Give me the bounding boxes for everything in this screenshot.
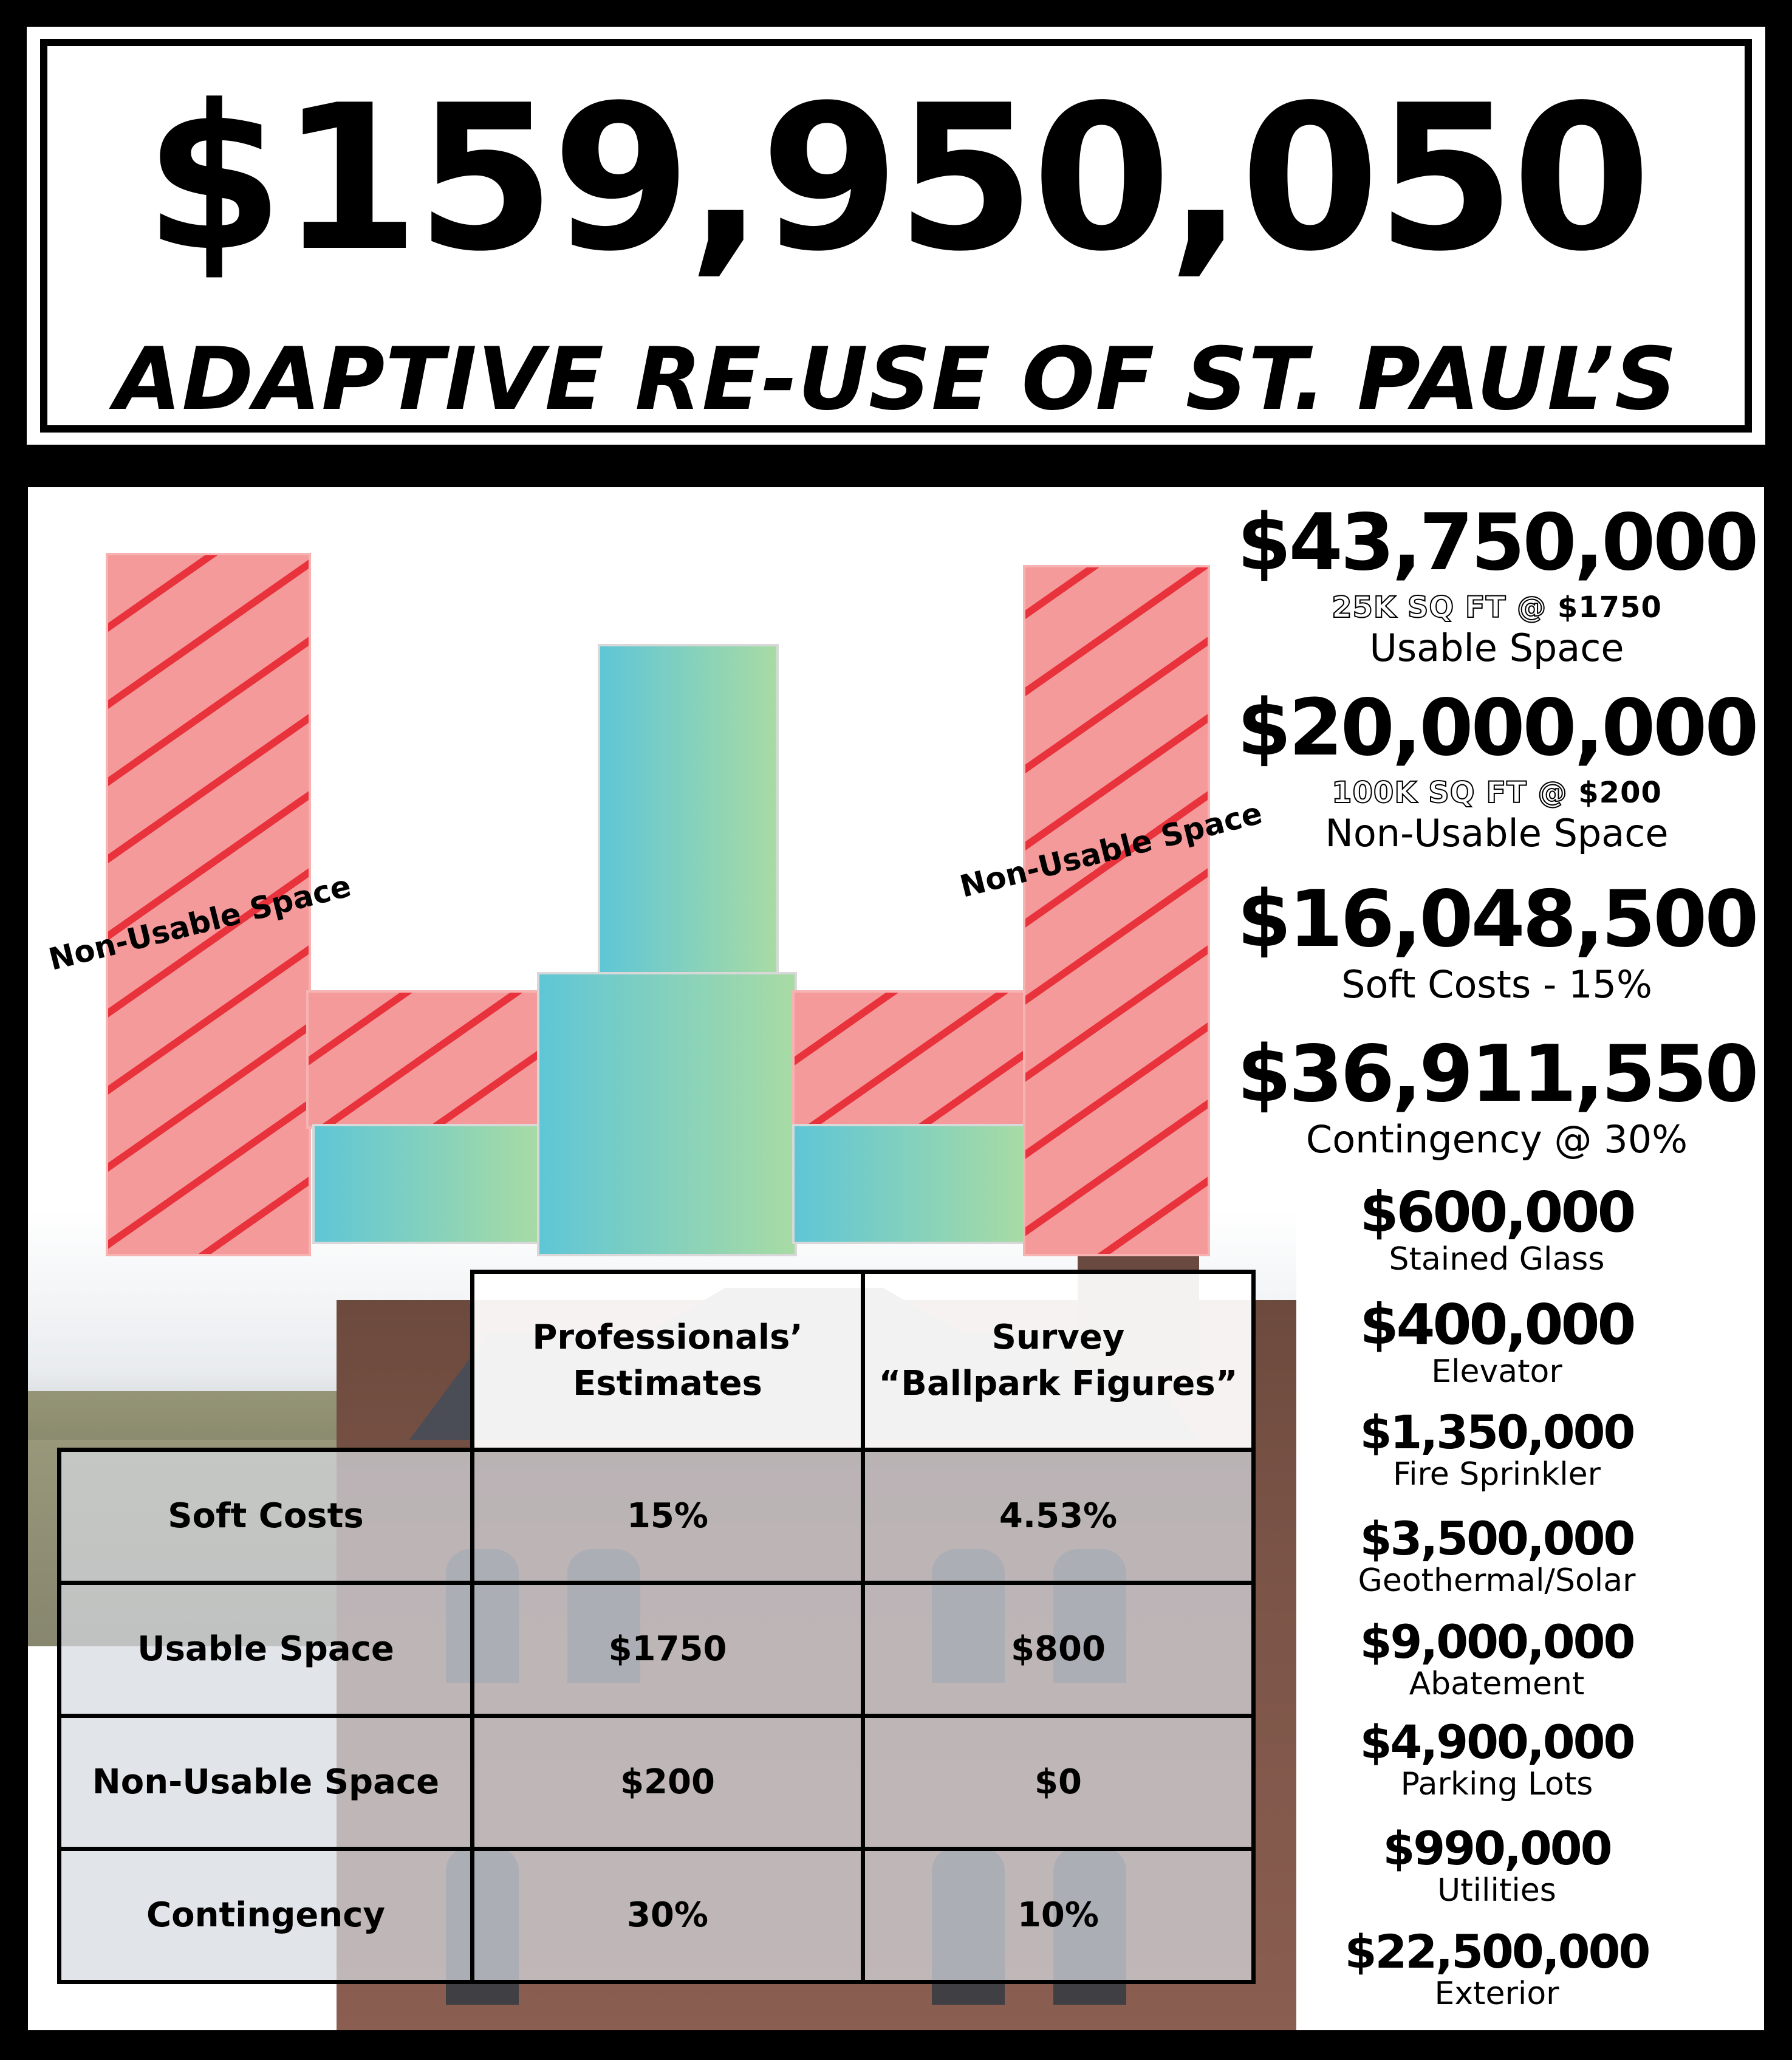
soft-costs-amount: $16,048,500	[1237, 874, 1757, 965]
non-usable-space-detail	[1223, 776, 1770, 810]
figure-abatement	[1223, 1615, 1770, 1702]
soft-costs-label: Soft Costs - 15%	[1341, 962, 1652, 1007]
parking-lots-amount: $4,900,000	[1359, 1715, 1634, 1769]
non-usable-space-sqft: 100K SQ FT @	[1332, 776, 1579, 810]
cell-non-usable-space-survey: $0	[861, 1714, 1256, 1851]
row-label-contingency: Contingency	[57, 1847, 474, 1984]
row-label-non-usable-space: Non-Usable Space	[57, 1714, 474, 1851]
total-cost: $159,950,050	[144, 62, 1648, 295]
contingency-label: Contingency @ 30%	[1305, 1117, 1688, 1162]
figure-fire-sprinkler	[1223, 1405, 1770, 1493]
figure-geothermal-solar	[1223, 1511, 1770, 1599]
usable-space-detail	[1223, 590, 1770, 625]
fire-sprinkler-amount: $1,350,000	[1359, 1405, 1634, 1459]
usable-space-price: $1750	[1557, 590, 1662, 625]
cell-contingency-survey: 10%	[861, 1847, 1256, 1984]
elevator-amount: $400,000	[1359, 1292, 1634, 1357]
non-usable-label-right: Non-Usable Space	[956, 795, 1266, 905]
figure-non-usable-space	[1223, 683, 1770, 855]
non-usable-right-connector	[792, 990, 1028, 1129]
cell-non-usable-space-professional: $200	[470, 1714, 865, 1851]
figure-stained-glass	[1223, 1180, 1770, 1278]
non-usable-left-connector	[306, 990, 542, 1129]
cell-soft-costs-professional: 15%	[470, 1448, 865, 1585]
cell-usable-space-survey: $800	[861, 1581, 1256, 1718]
abatement-amount: $9,000,000	[1359, 1615, 1634, 1669]
geothermal-solar-amount: $3,500,000	[1359, 1511, 1634, 1566]
floor-plan	[45, 553, 1266, 1264]
figure-utilities	[1223, 1821, 1770, 1909]
stained-glass-label: Stained Glass	[1389, 1241, 1605, 1278]
column-header-survey: Survey “Ballpark Figures”	[861, 1270, 1256, 1452]
fire-sprinkler-label: Fire Sprinkler	[1392, 1456, 1601, 1493]
figure-exterior	[1223, 1925, 1770, 2012]
column-header-professional: Professionals’ Estimates	[470, 1270, 865, 1452]
usable-space-sqft: 25K SQ FT @	[1332, 590, 1558, 625]
usable-space-amount: $43,750,000	[1237, 498, 1757, 588]
cell-contingency-professional: 30%	[470, 1847, 865, 1984]
non-usable-label-left: Non-Usable Space	[45, 868, 355, 977]
elevator-label: Elevator	[1431, 1353, 1562, 1390]
figure-usable-space	[1223, 498, 1770, 670]
figure-parking-lots	[1223, 1715, 1770, 1802]
header-panel	[21, 21, 1771, 451]
cell-usable-space-professional: $1750	[470, 1581, 865, 1718]
figure-soft-costs	[1223, 874, 1770, 1007]
main-panel	[21, 480, 1771, 2038]
non-usable-right-wing	[1023, 565, 1210, 1256]
usable-center-block	[537, 972, 797, 1256]
figure-contingency	[1223, 1029, 1770, 1162]
row-label-usable-space: Usable Space	[57, 1581, 474, 1718]
comparison-table	[57, 1270, 1296, 1993]
usable-right-connector	[792, 1124, 1028, 1244]
utilities-label: Utilities	[1437, 1872, 1556, 1909]
usable-center-tower	[598, 644, 779, 989]
stained-glass-amount: $600,000	[1359, 1180, 1634, 1245]
exterior-amount: $22,500,000	[1344, 1925, 1649, 1979]
abatement-label: Abatement	[1409, 1666, 1585, 1702]
cell-soft-costs-survey: 4.53%	[861, 1448, 1256, 1585]
contingency-amount: $36,911,550	[1237, 1029, 1757, 1120]
usable-space-label: Usable Space	[1369, 626, 1624, 670]
non-usable-space-label: Non-Usable Space	[1325, 811, 1669, 855]
exterior-label: Exterior	[1434, 1976, 1559, 2012]
figure-elevator	[1223, 1292, 1770, 1390]
parking-lots-label: Parking Lots	[1400, 1766, 1593, 1802]
non-usable-space-amount: $20,000,000	[1237, 683, 1757, 773]
geothermal-solar-label: Geothermal/Solar	[1358, 1562, 1636, 1599]
usable-left-connector	[312, 1124, 542, 1244]
utilities-amount: $990,000	[1383, 1821, 1611, 1875]
page-title: ADAPTIVE RE-USE OF ST. PAUL’S	[114, 329, 1678, 429]
row-label-soft-costs: Soft Costs	[57, 1448, 474, 1585]
non-usable-space-price: $200	[1578, 776, 1662, 810]
